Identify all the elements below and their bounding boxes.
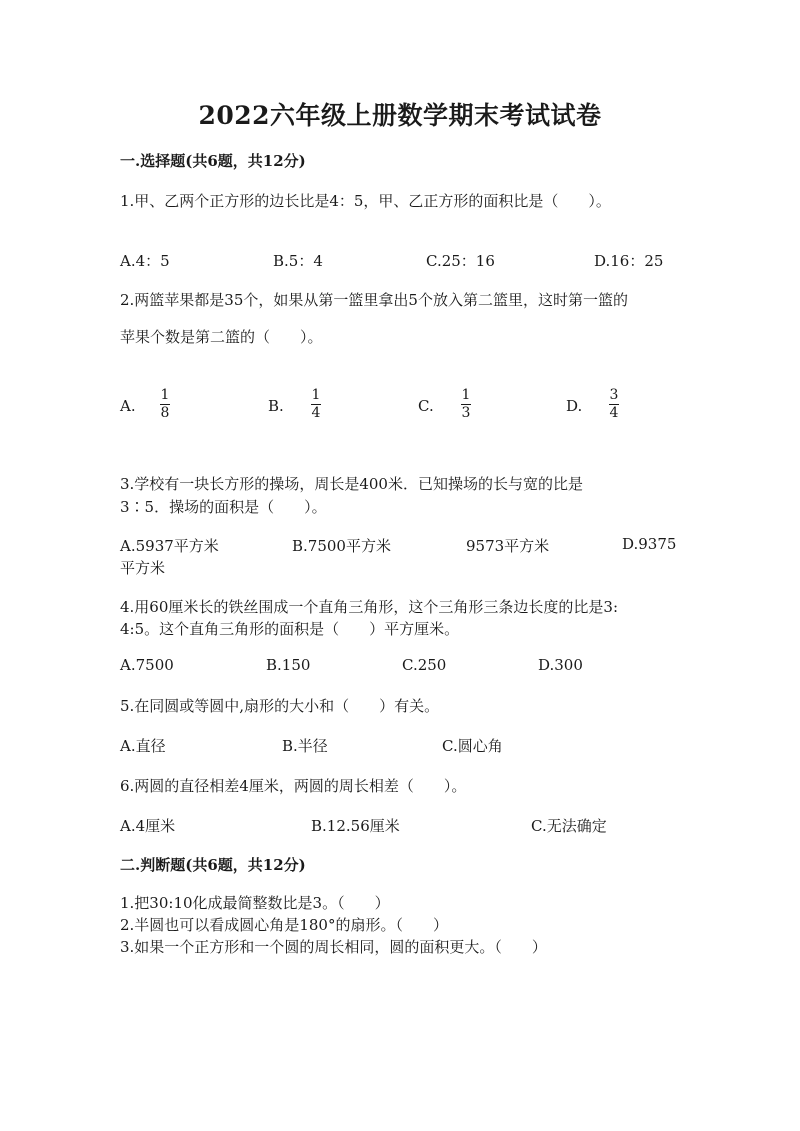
question-4-text-line1: 4.用60厘米长的铁丝围成一个直角三角形，这个三角形三条边长度的比是3: [120, 598, 618, 616]
question-1-option-c: C.25：16 [426, 252, 495, 270]
section-heading-choice: 一.选择题(共6题，共12分) [120, 152, 306, 170]
fraction-denominator: 8 [160, 405, 170, 421]
question-2-option-a-label: A. [120, 397, 136, 415]
question-2-text-line2: 苹果个数是第二篮的（ ）。 [120, 328, 323, 346]
fraction-numerator: 1 [311, 387, 321, 403]
question-3-option-c: 9573平方米 [466, 537, 550, 555]
question-2-option-d-label: D. [566, 397, 583, 415]
question-2-option-b-fraction [311, 388, 321, 421]
question-2-option-a-fraction [160, 388, 170, 421]
question-3-text-line2: 3∶5．操场的面积是（ ）。 [120, 498, 327, 516]
question-5-text: 5.在同圆或等圆中,扇形的大小和（ ）有关。 [120, 697, 440, 715]
question-3-option-d-wrap: 平方米 [120, 559, 166, 577]
fraction-denominator: 3 [461, 405, 471, 421]
fraction-numerator: 1 [160, 387, 170, 403]
fraction-numerator: 3 [609, 387, 619, 403]
question-4-option-d: D.300 [538, 656, 583, 674]
question-3-option-b: B.7500平方米 [292, 537, 391, 555]
judgement-item-3: 3.如果一个正方形和一个圆的周长相同，圆的面积更大。（ ） [120, 938, 547, 956]
page-title: 2022六年级上册数学期末考试试卷 [198, 101, 602, 130]
section-heading-judgement: 二.判断题(共6题，共12分) [120, 856, 306, 874]
fraction-denominator: 4 [311, 405, 321, 421]
question-6-option-a: A.4厘米 [120, 817, 176, 835]
question-6-option-b: B.12.56厘米 [311, 817, 400, 835]
question-5-option-a: A.直径 [120, 737, 166, 755]
question-2-text-line1: 2.两篮苹果都是35个，如果从第一篮里拿出5个放入第二篮里，这时第一篮的 [120, 291, 628, 309]
question-4-option-a: A.7500 [120, 656, 174, 674]
question-4-option-c: C.250 [402, 656, 447, 674]
question-1-text: 1.甲、乙两个正方形的边长比是4：5，甲、乙正方形的面积比是（ ）。 [120, 192, 611, 210]
question-5-option-b: B.半径 [282, 737, 328, 755]
question-1-option-d: D.16：25 [594, 252, 664, 270]
question-6-text: 6.两圆的直径相差4厘米，两圆的周长相差（ ）。 [120, 777, 467, 795]
judgement-item-1: 1.把30:10化成最简整数比是3。（ ） [120, 894, 390, 912]
fraction-numerator: 1 [461, 387, 471, 403]
question-3-text-line1: 3.学校有一块长方形的操场，周长是400米．已知操场的长与宽的比是 [120, 475, 583, 493]
question-1-option-b: B.5：4 [273, 252, 323, 270]
question-2-option-b-label: B. [268, 397, 284, 415]
question-1-option-a: A.4：5 [120, 252, 170, 270]
question-5-option-c: C.圆心角 [442, 737, 503, 755]
question-4-option-b: B.150 [266, 656, 311, 674]
question-2-option-d-fraction [609, 388, 619, 421]
question-2-option-c-fraction [461, 388, 471, 421]
fraction-denominator: 4 [609, 405, 619, 421]
question-4-text-line2: 4:5。这个直角三角形的面积是（ ）平方厘米。 [120, 620, 460, 638]
question-2-option-c-label: C. [418, 397, 434, 415]
judgement-item-2: 2.半圆也可以看成圆心角是180°的扇形。（ ） [120, 916, 448, 934]
question-3-option-d: D.9375 [622, 535, 677, 553]
question-6-option-c: C.无法确定 [531, 817, 607, 835]
question-3-option-a: A.5937平方米 [120, 537, 219, 555]
